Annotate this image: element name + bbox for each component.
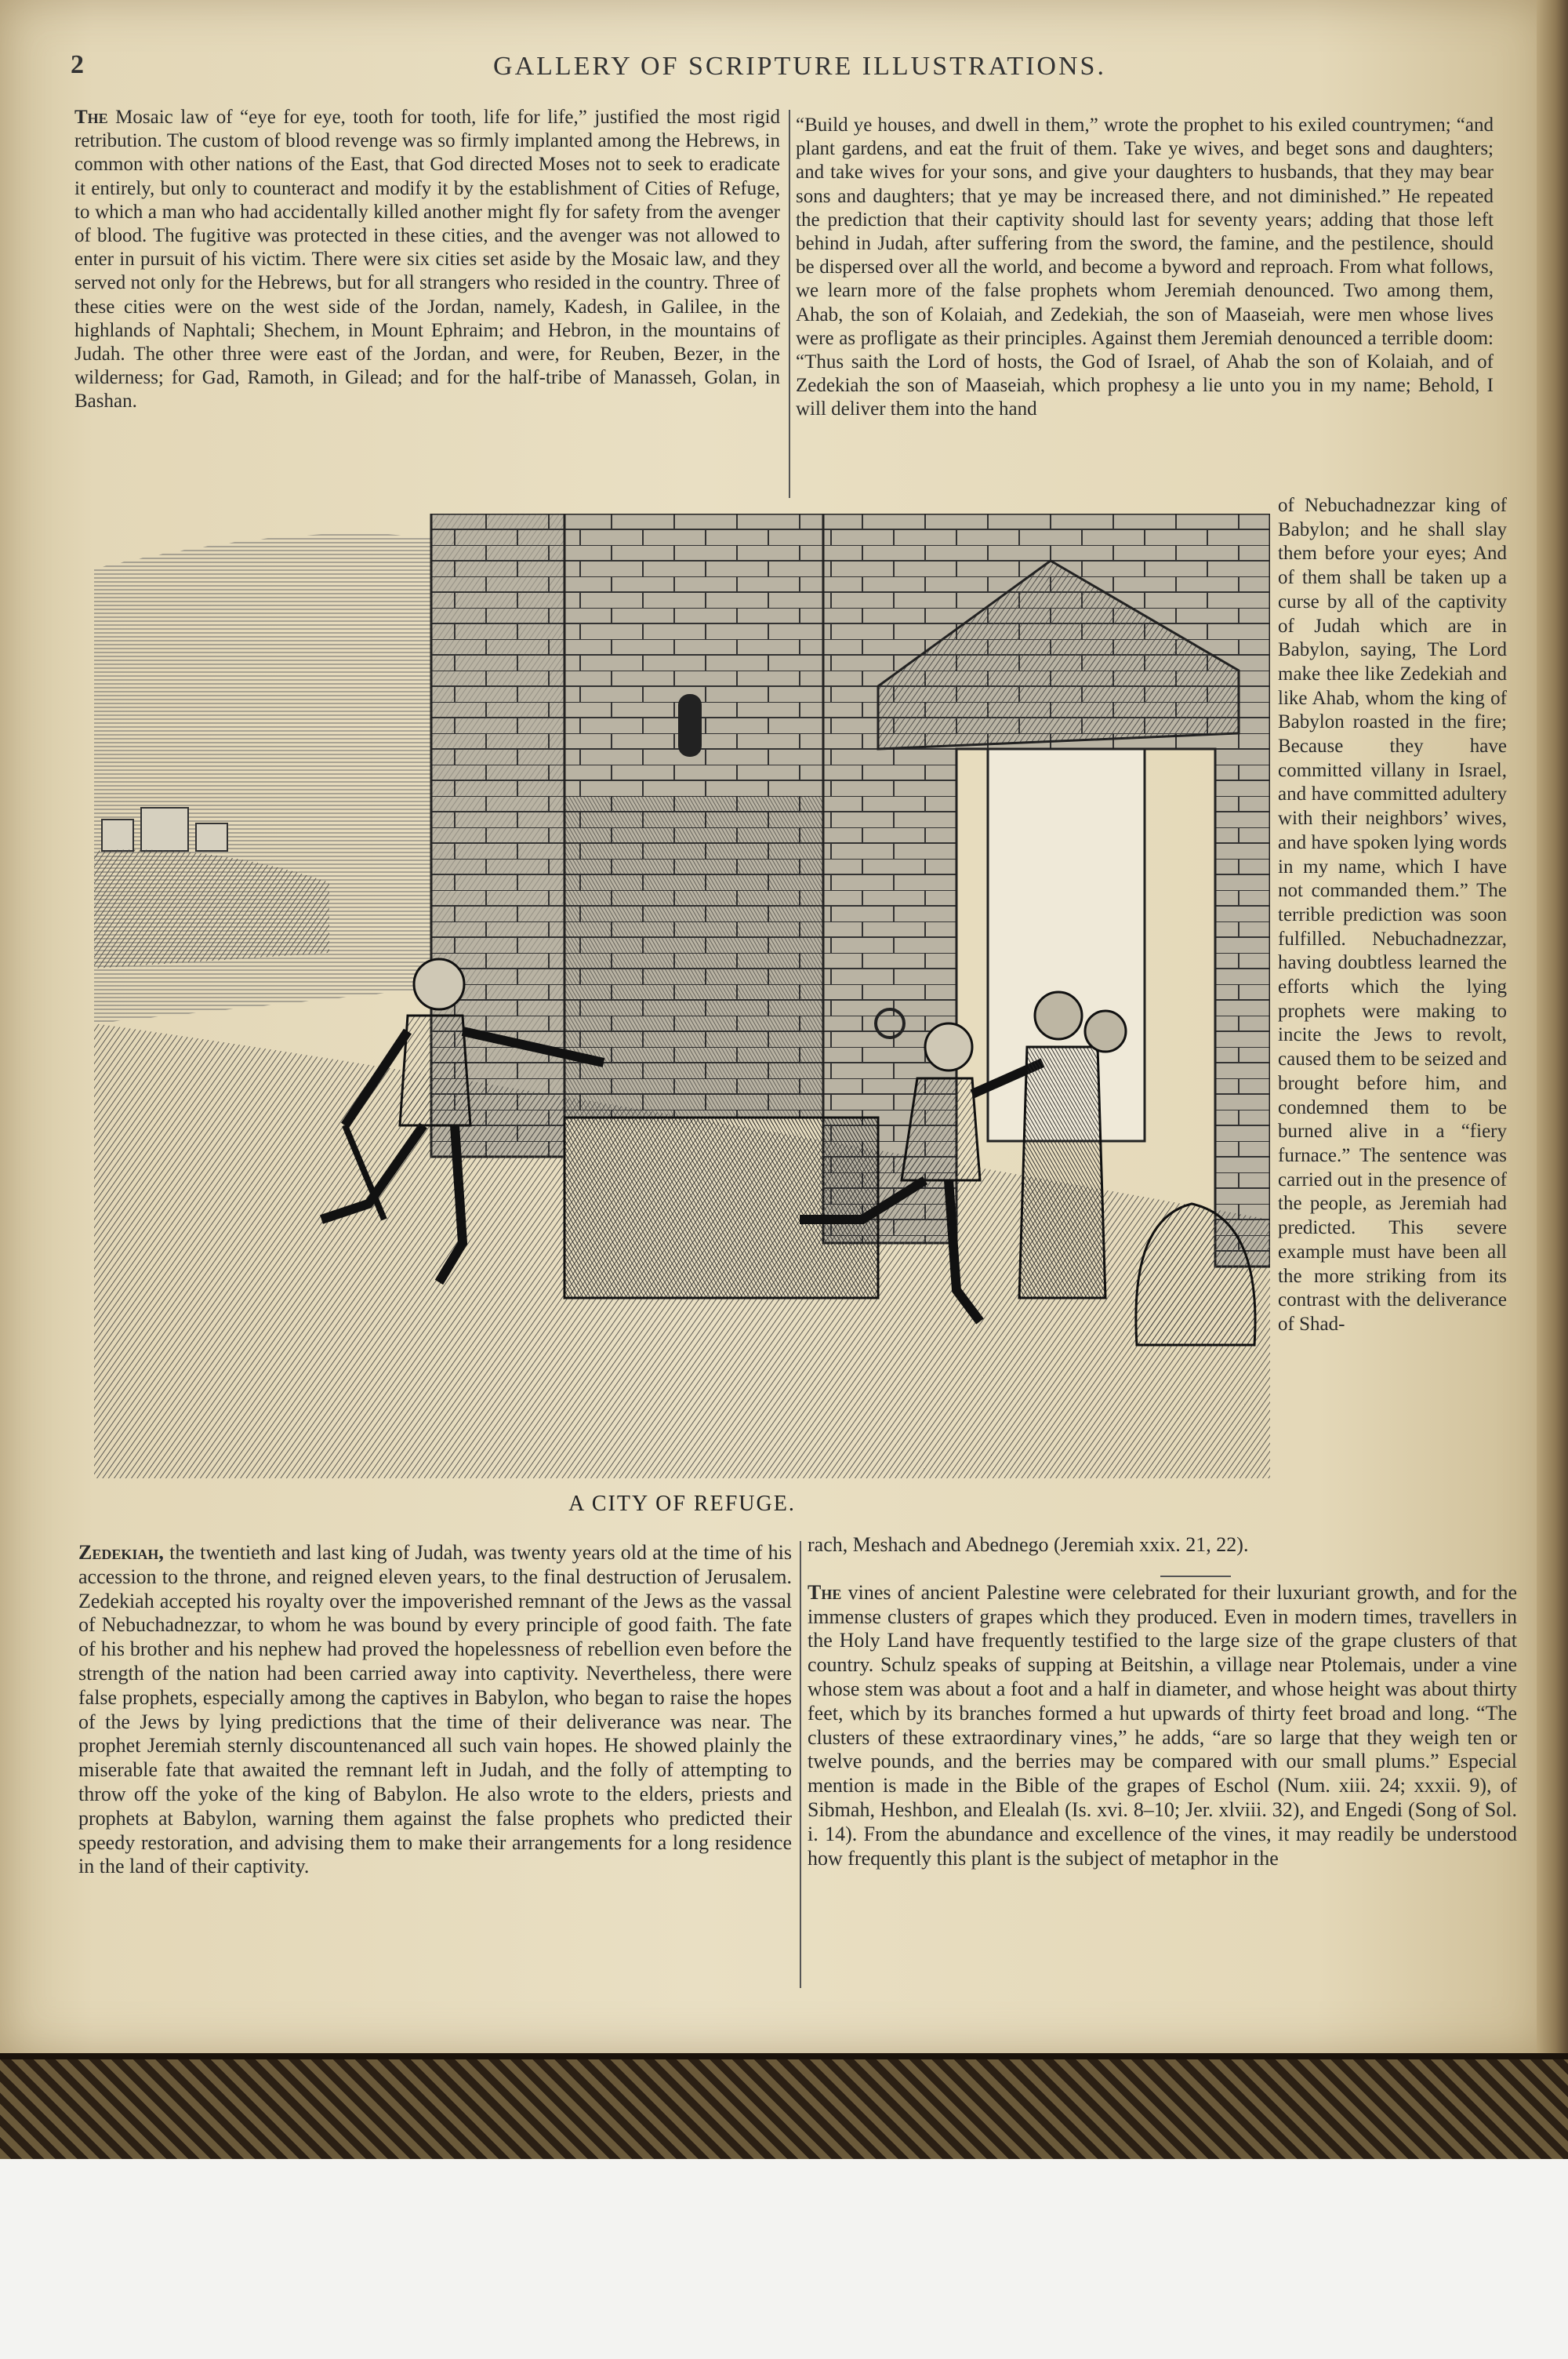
stone-block (564, 1118, 878, 1298)
running-title: GALLERY OF SCRIPTURE ILLUSTRATIONS. (493, 52, 1106, 81)
paragraph-text: “Build ye houses, and dwell in them,” wrote the prophet to his exiled countrymen; “and plant gardens, and eat the fruit of them. Take ye wives, and beget sons and daughters; and take wives for your sons, and give your daughters to husbands, that they may bear sons and daughters; that ye may be increased there, and not diminished.” He repeated the prediction that their captivity should last for seventy years; adding that those left behind in Judah, after suffering from the sword, the famine, and the pestilence, should be dispersed over all the world, and become a byword and reproach. From what follows, we learn more of the false prophets whom Jeremiah denounced. Two among them, Ahab, the son of Kolaiah, and Zedekiah, the son of Maaseiah, were men whose lives were as profligate as their principles. Against them Jeremiah denounced a terrible doom: “Thus saith the Lord of hosts, the God of Israel, of Ahab the son of Kolaiah, and of Zedekiah the son of Maaseiah, which prophesy a lie unto you in my name; Behold, I will deliver them into the hand (796, 114, 1494, 420)
page-edge (1537, 0, 1568, 2055)
figure-caption: A CITY OF REFUGE. (568, 1492, 796, 1516)
column-zedekiah (78, 1541, 792, 1879)
column-jeremiah-letter-continued (1278, 494, 1507, 1337)
book-binding-band (0, 2053, 1568, 2159)
column-jeremiah-letter (796, 114, 1494, 422)
paragraph-vines (808, 1581, 1517, 1871)
lead-word: The (808, 1580, 842, 1604)
city-of-refuge-engraving (94, 514, 1270, 1478)
column-vines (808, 1533, 1517, 1870)
tower-window (678, 694, 702, 757)
lead-word: The (74, 107, 108, 128)
paragraph-text: vines of ancient Palestine were celebrated for their luxuriant growth, and for the immense clusters of grapes which they produced. Even in modern times, travellers in the Holy Land have frequently testified to the large size of the grape clusters of that country. Schulz speaks of supping at Beitshin, a village near Ptolemais, under a vine whose stem was about a foot and a half in diameter, and whose height was about thirty feet, which by its branches formed a hut upwards of thirty feet broad and long. “The clusters of these extraordinary vines,” he adds, “are so large that they weigh ten or twelve pounds, and the berries may be compared with our small plums.” Especial mention is made in the Bible of the grapes of Eschol (Num. xiii. 24; xxxii. 9), of Sibmah, Heshbon, and Elealah (Is. xvi. 8–10; Jer. xlviii. 32), and Engedi (Song of Sol. i. 14). From the abundance and excellence of the vines, it may readily be understood how frequently this plant is the subject of metaphor in the (808, 1580, 1517, 1870)
column-cities-of-refuge (74, 106, 780, 414)
paragraph-continuation: rach, Meshach and Abednego (Jeremiah xxix. 21, 22). (808, 1533, 1249, 1556)
paragraph-text: the twentieth and last king of Judah, was twenty years old at the time of his accession to the throne, and reigned eleven years, to the final destruction of Jerusalem. Zedekiah accepted his royalty over the impoverished remnant of the Jews as the vassal of Nebuchadnezzar, to whom he was bound by every principle of good faith. The fate of his brother and his nephew had proved the hopelessness of rebellion even before the strength of the nation had been carried away into captivity. Nevertheless, there were false prophets, especially among the captives in Babylon, who began to raise the hopes of the Jews by lying predictions that the time of their deliverance was near. The prophet Jeremiah sternly discountenanced all such vain hopes. He showed plainly the miserable fate that awaited the remnant left in Judah, and the folly of attempting to throw off the yoke of the king of Babylon. He also wrote to the elders, priests and prophets at Babylon, warning them against the false prophets who predicted their speedy restoration, and advising them to make their arrangements for a long residence in the land of their captivity. (78, 1541, 792, 1878)
page-number: 2 (71, 50, 86, 79)
lead-word: Zedekiah, (78, 1541, 164, 1564)
column-divider (789, 110, 790, 498)
section-rule (1160, 1576, 1231, 1577)
section-spacer (808, 1558, 1517, 1581)
paragraph-text: Mosaic law of “eye for eye, tooth for tooth, life for life,” justified the most rigid retribution. The custom of blood revenge was so firmly implanted among the Hebrews, in common with other nations of the East, that God directed Moses not to seek to eradicate it entirely, but only to counteract and modify it by the establishment of Cities of Refuge, to which a man who had accidentally killed another might fly for safety from the avenger of blood. The fugitive was protected in these cities, and the avenger was not allowed to enter in pursuit of his victim. There were six cities set aside by the Mosaic law, and they served not only for the Hebrews, but for all strangers who resided in the country. Three of these cities were on the west side of the Jordan, namely, Kadesh, in Galilee, in the highlands of Naphtali; Shechem, in Mount Ephraim; and Hebron, in the mountains of Judah. The other three were east of the Jordan, and were, for Reuben, Bezer, in the wilderness; for Gad, Ramoth, in Gilead; and for the half-tribe of Manasseh, Golan, in Bashan. (74, 107, 780, 413)
column-divider (800, 1541, 801, 1988)
running-header (71, 47, 1529, 86)
paragraph-text: of Nebuchadnezzar king of Babylon; and he shall slay them before your eyes; And of them shall be taken up a curse by all of the captivity of Judah which are in Babylon, saying, The Lord make thee like Zedekiah and like Ahab, whom the king of Babylon roasted in the fire; Because they have committed villany in Israel, and have committed adultery with their neighbors’ wives, and have spoken lying words in my name, which I have not commanded them.” The terrible prediction was soon fulfilled. Nebuchadnezzar, having doubtless learned the efforts which the lying prophets were making to incite the Jews to revolt, caused them to be seized and brought before him, and condemned them to be burned alive in a “fiery furnace.” The sentence was carried out in the presence of the people, as Jeremiah had predicted. This severe example must have been all the more striking from its contrast with the deliverance of Shad- (1278, 495, 1507, 1335)
engraving-illustration (94, 514, 1270, 1478)
